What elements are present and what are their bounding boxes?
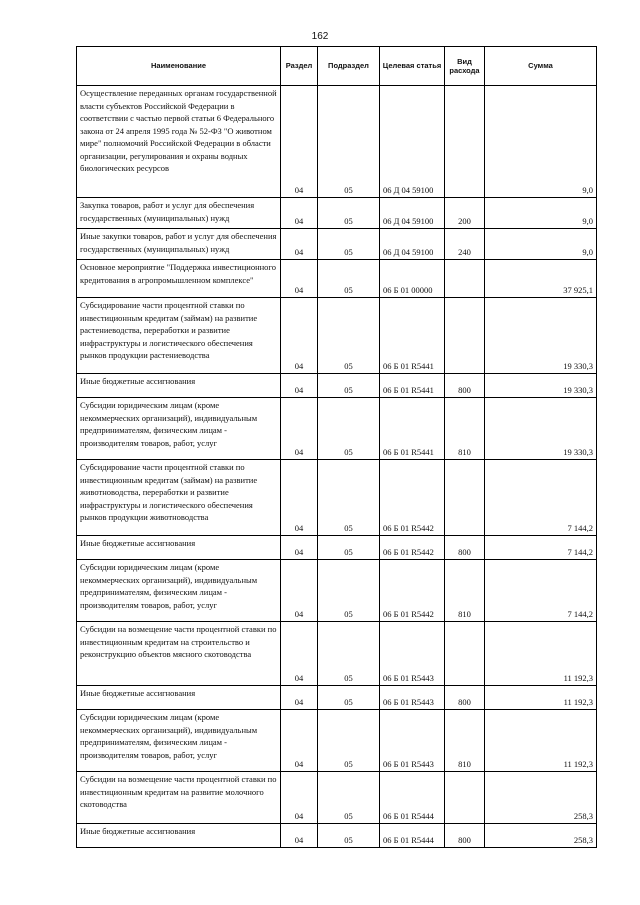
cell-section: 04	[281, 198, 318, 229]
cell-target: 06 Б 01 R5444	[380, 824, 445, 848]
cell-subsection: 05	[318, 710, 380, 772]
cell-subsection: 05	[318, 824, 380, 848]
cell-sum: 11 192,3	[485, 710, 597, 772]
cell-target: 06 Д 04 59100	[380, 229, 445, 260]
table-row	[77, 686, 597, 710]
cell-target: 06 Б 01 R5442	[380, 460, 445, 536]
cell-sum: 19 330,3	[485, 374, 597, 398]
cell-subsection: 05	[318, 374, 380, 398]
cell-name: Иные бюджетные ассигнования	[77, 374, 281, 398]
cell-type: 800	[445, 824, 485, 848]
cell-type: 800	[445, 374, 485, 398]
cell-section: 04	[281, 772, 318, 824]
cell-name: Осуществление переданных органам государственной власти субъектов Российской Федерации в соответствии с частью первой статьи 6 Федерального закона от 24 апреля 1995 года № 52-ФЗ "О животном мире" полномочий Российской Федерации в области организации, регулирования и охраны водных биологических ресурсов	[77, 86, 281, 198]
cell-name: Субсидирование части процентной ставки по инвестиционным кредитам (займам) на развитие растениеводства, переработки и развитие инфраструктуры и логистического обеспечения рынков продукции растениеводства	[77, 298, 281, 374]
header-type: Вид расхода	[445, 47, 485, 86]
cell-target: 06 Б 01 00000	[380, 260, 445, 298]
table-header-row	[77, 47, 597, 86]
table-row	[77, 824, 597, 848]
cell-type: 810	[445, 710, 485, 772]
cell-section: 04	[281, 622, 318, 686]
cell-name: Субсидии на возмещение части процентной ставки по инвестиционным кредитам на строительство и реконструкцию объектов мясного скотоводства	[77, 622, 281, 686]
cell-target: 06 Б 01 R5444	[380, 772, 445, 824]
cell-subsection: 05	[318, 298, 380, 374]
cell-section: 04	[281, 229, 318, 260]
cell-target: 06 Б 01 R5442	[380, 536, 445, 560]
cell-section: 04	[281, 710, 318, 772]
cell-target: 06 Б 01 R5441	[380, 398, 445, 460]
table-row	[77, 229, 597, 260]
table-row	[77, 86, 597, 198]
cell-section: 04	[281, 824, 318, 848]
cell-target: 06 Б 01 R5443	[380, 686, 445, 710]
cell-type: 240	[445, 229, 485, 260]
cell-section: 04	[281, 398, 318, 460]
cell-sum: 258,3	[485, 772, 597, 824]
table-row	[77, 560, 597, 622]
table-row	[77, 374, 597, 398]
cell-type: 800	[445, 686, 485, 710]
header-target: Целевая статья	[380, 47, 445, 86]
cell-subsection: 05	[318, 86, 380, 198]
cell-sum: 19 330,3	[485, 298, 597, 374]
cell-name: Основное мероприятие "Поддержка инвестиционного кредитования в агропромышленном комплексе"	[77, 260, 281, 298]
cell-sum: 11 192,3	[485, 622, 597, 686]
table-row	[77, 536, 597, 560]
header-subsection: Подраздел	[318, 47, 380, 86]
cell-subsection: 05	[318, 229, 380, 260]
cell-section: 04	[281, 260, 318, 298]
cell-type	[445, 260, 485, 298]
cell-type	[445, 622, 485, 686]
cell-section: 04	[281, 560, 318, 622]
cell-type	[445, 772, 485, 824]
header-sum: Сумма	[485, 47, 597, 86]
table-row	[77, 460, 597, 536]
table-row	[77, 622, 597, 686]
cell-sum: 37 925,1	[485, 260, 597, 298]
cell-target: 06 Д 04 59100	[380, 198, 445, 229]
cell-section: 04	[281, 374, 318, 398]
cell-sum: 7 144,2	[485, 536, 597, 560]
cell-name: Иные закупки товаров, работ и услуг для обеспечения государственных (муниципальных) нужд	[77, 229, 281, 260]
cell-subsection: 05	[318, 622, 380, 686]
cell-type: 200	[445, 198, 485, 229]
page-number: 162	[311, 31, 329, 42]
cell-sum: 9,0	[485, 198, 597, 229]
cell-subsection: 05	[318, 260, 380, 298]
cell-subsection: 05	[318, 772, 380, 824]
cell-sum: 7 144,2	[485, 560, 597, 622]
cell-subsection: 05	[318, 686, 380, 710]
cell-section: 04	[281, 536, 318, 560]
cell-name: Субсидирование части процентной ставки по инвестиционным кредитам (займам) на развитие животноводства, переработки и развитие инфраструктуры и логистического обеспечения рынков продукции животноводства	[77, 460, 281, 536]
cell-sum: 11 192,3	[485, 686, 597, 710]
cell-name: Иные бюджетные ассигнования	[77, 824, 281, 848]
cell-type	[445, 460, 485, 536]
table-row	[77, 260, 597, 298]
cell-section: 04	[281, 86, 318, 198]
table-row	[77, 710, 597, 772]
cell-section: 04	[281, 686, 318, 710]
cell-sum: 7 144,2	[485, 460, 597, 536]
cell-target: 06 Б 01 R5441	[380, 298, 445, 374]
budget-table	[76, 46, 597, 848]
cell-name: Субсидии юридическим лицам (кроме некоммерческих организаций), индивидуальным предпринимателям, физическим лицам - производителям товаров, работ, услуг	[77, 710, 281, 772]
cell-section: 04	[281, 298, 318, 374]
cell-sum: 9,0	[485, 229, 597, 260]
cell-type: 810	[445, 560, 485, 622]
cell-name: Иные бюджетные ассигнования	[77, 536, 281, 560]
cell-sum: 9,0	[485, 86, 597, 198]
cell-subsection: 05	[318, 460, 380, 536]
cell-type	[445, 86, 485, 198]
table-row	[77, 298, 597, 374]
cell-type: 800	[445, 536, 485, 560]
cell-section: 04	[281, 460, 318, 536]
table-body	[77, 86, 597, 848]
cell-target: 06 Б 01 R5442	[380, 560, 445, 622]
cell-sum: 258,3	[485, 824, 597, 848]
cell-subsection: 05	[318, 560, 380, 622]
table-row	[77, 772, 597, 824]
header-name: Наименование	[77, 47, 281, 86]
cell-target: 06 Б 01 R5443	[380, 622, 445, 686]
cell-name: Субсидии юридическим лицам (кроме некоммерческих организаций), индивидуальным предпринимателям, физическим лицам - производителям товаров, работ, услуг	[77, 560, 281, 622]
cell-name: Иные бюджетные ассигнования	[77, 686, 281, 710]
cell-name: Закупка товаров, работ и услуг для обеспечения государственных (муниципальных) нужд	[77, 198, 281, 229]
cell-subsection: 05	[318, 398, 380, 460]
table-row	[77, 198, 597, 229]
cell-type	[445, 298, 485, 374]
cell-subsection: 05	[318, 536, 380, 560]
cell-subsection: 05	[318, 198, 380, 229]
cell-target: 06 Б 01 R5443	[380, 710, 445, 772]
cell-sum: 19 330,3	[485, 398, 597, 460]
cell-type: 810	[445, 398, 485, 460]
cell-name: Субсидии юридическим лицам (кроме некоммерческих организаций), индивидуальным предпринимателям, физическим лицам - производителям товаров, работ, услуг	[77, 398, 281, 460]
header-section: Раздел	[281, 47, 318, 86]
cell-name: Субсидии на возмещение части процентной ставки по инвестиционным кредитам на развитие молочного скотоводства	[77, 772, 281, 824]
cell-target: 06 Д 04 59100	[380, 86, 445, 198]
cell-target: 06 Б 01 R5441	[380, 374, 445, 398]
table-row	[77, 398, 597, 460]
